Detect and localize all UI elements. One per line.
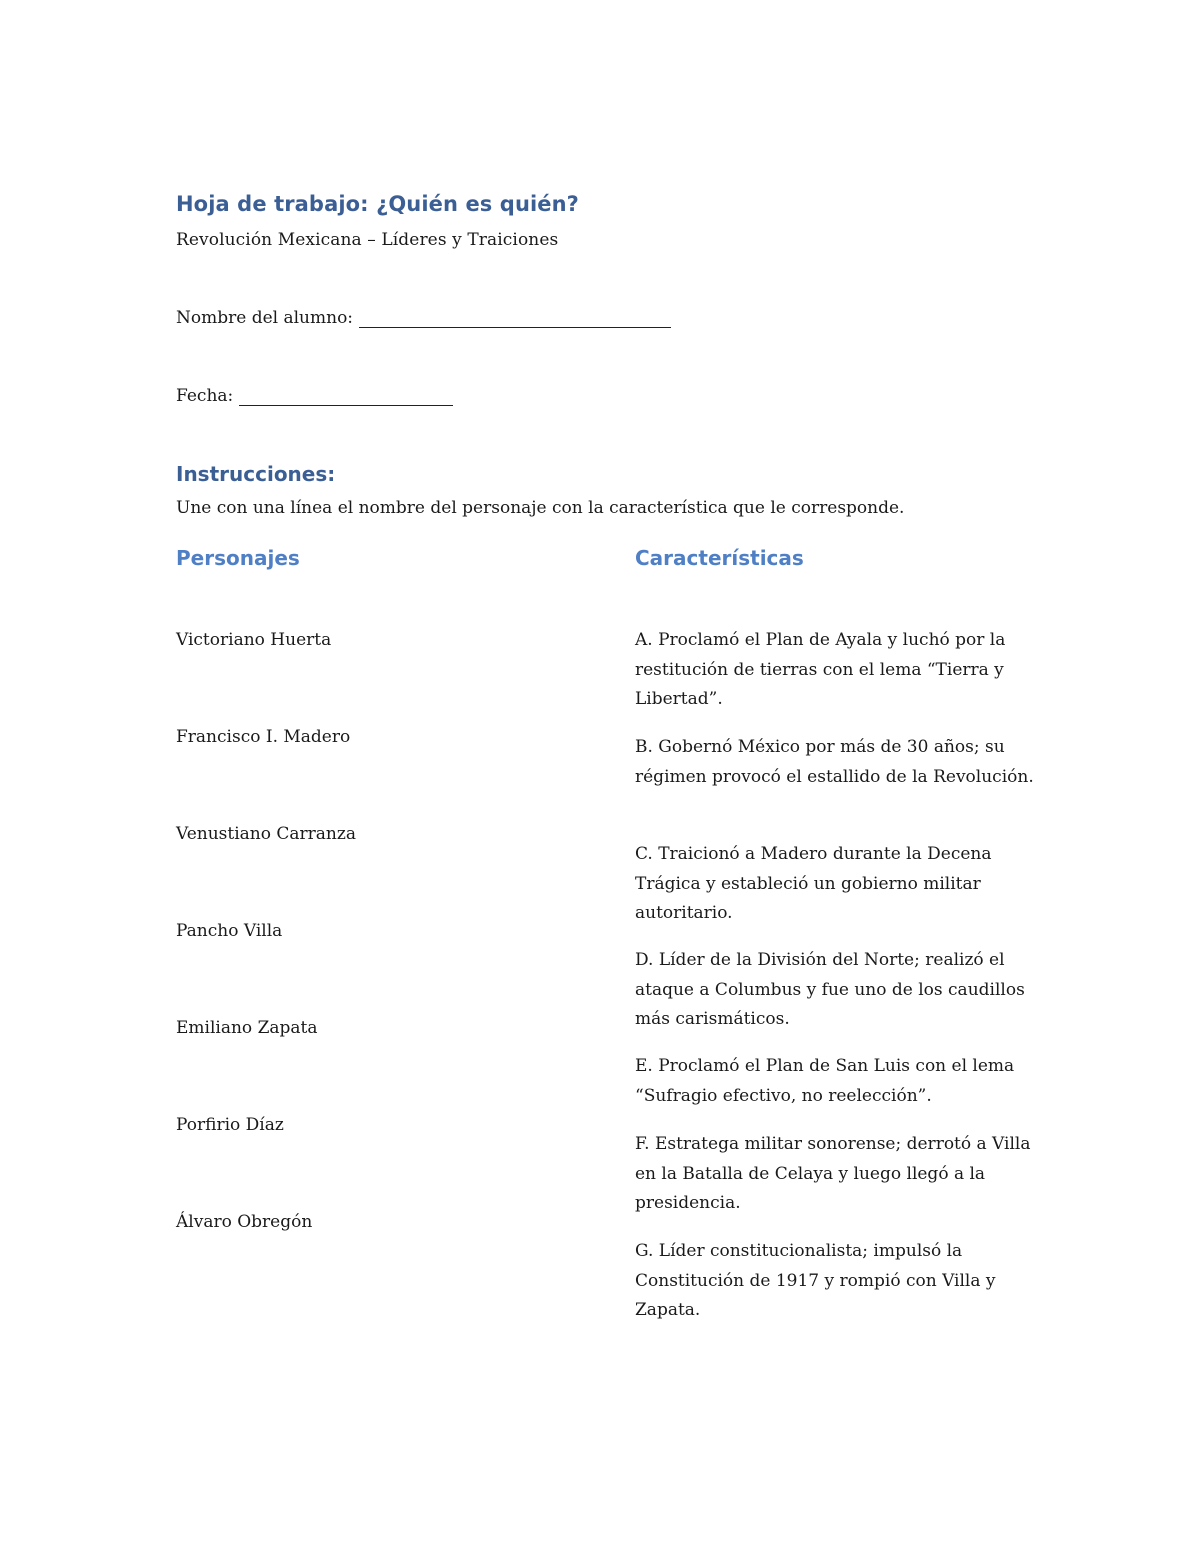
personaje-item[interactable]: Álvaro Obregón xyxy=(176,1212,313,1232)
caracteristica-item[interactable]: C. Traicionó a Madero durante la Decena Trágica y estableció un gobierno militar autoritario. xyxy=(635,844,992,923)
caracteristica-item[interactable]: G. Líder constitucionalista; impulsó la Constitución de 1917 y rompió con Villa y Zapata. xyxy=(635,1241,996,1320)
personaje-item[interactable]: Pancho Villa xyxy=(176,921,283,941)
student-name-field xyxy=(176,308,671,328)
caracteristica-item[interactable]: B. Gobernó México por más de 30 años; su régimen provocó el estallido de la Revolución. xyxy=(635,737,1034,787)
caracteristica-item[interactable]: F. Estratega militar sonorense; derrotó a Villa en la Batalla de Celaya y luego llegó a la presidencia. xyxy=(635,1134,1031,1213)
student-name-label: Nombre del alumno: xyxy=(176,308,354,328)
instructions-text: Une con una línea el nombre del personaje con la característica que le corresponde. xyxy=(176,498,905,518)
personaje-item[interactable]: Francisco I. Madero xyxy=(176,727,351,747)
caracteristica-item[interactable]: D. Líder de la División del Norte; realizó el ataque a Columbus y fue uno de los caudillos más carismáticos. xyxy=(635,950,1025,1029)
personaje-item[interactable]: Victoriano Huerta xyxy=(176,630,332,650)
personaje-item[interactable]: Porfirio Díaz xyxy=(176,1115,284,1135)
page-subtitle: Revolución Mexicana – Líderes y Traiciones xyxy=(176,230,559,250)
date-field xyxy=(176,386,453,406)
page-title: Hoja de trabajo: ¿Quién es quién? xyxy=(176,192,579,216)
instructions-heading: Instrucciones: xyxy=(176,462,336,486)
personaje-item[interactable]: Venustiano Carranza xyxy=(176,824,356,844)
date-label: Fecha: xyxy=(176,386,234,406)
personajes-heading: Personajes xyxy=(176,546,300,570)
personaje-item[interactable]: Emiliano Zapata xyxy=(176,1018,318,1038)
caracteristica-item[interactable]: A. Proclamó el Plan de Ayala y luchó por la restitución de tierras con el lema “Tierra y Libertad”. xyxy=(635,630,1006,709)
student-name-blank[interactable] xyxy=(359,309,671,328)
date-blank[interactable] xyxy=(239,387,453,406)
caracteristicas-heading: Características xyxy=(635,546,804,570)
caracteristica-item[interactable]: E. Proclamó el Plan de San Luis con el lema “Sufragio efectivo, no reelección”. xyxy=(635,1056,1015,1106)
